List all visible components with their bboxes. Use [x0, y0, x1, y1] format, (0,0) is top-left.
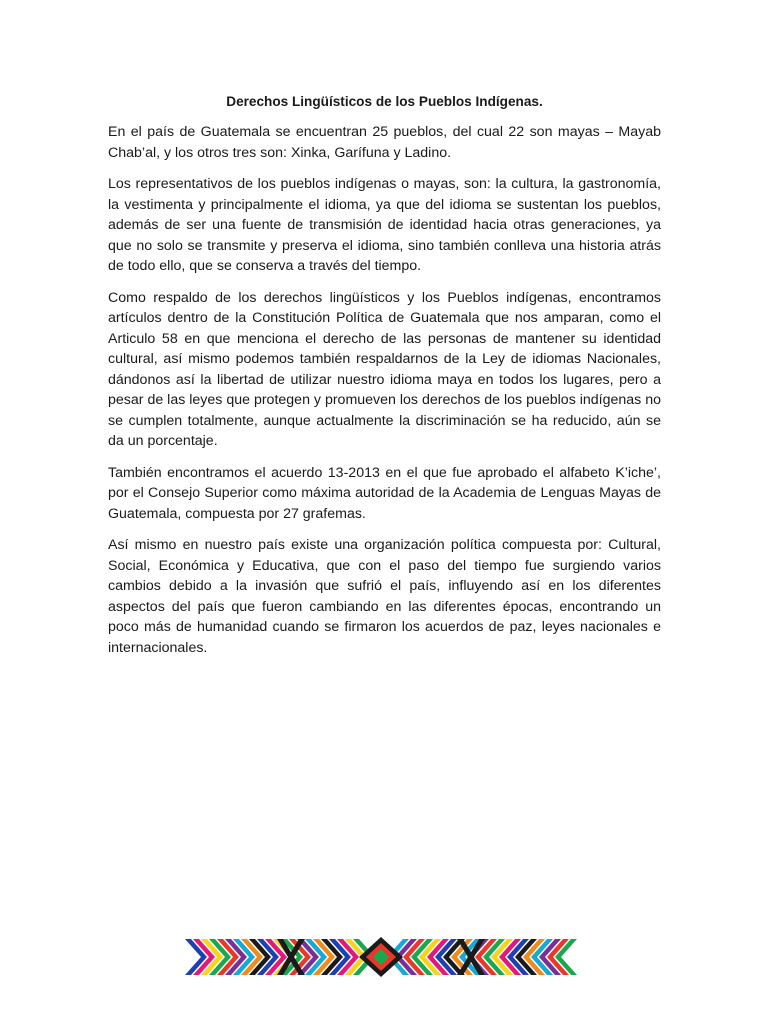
paragraph-5: Así mismo en nuestro país existe una organización política compuesta por: Cultural, Social, Económica y Educativa, que con el paso del tiempo fue surgiendo varios cambios debido a la invasión que sufrió el país, influyendo así en los diferentes aspectos del país que fueron cambiando en las diferentes épocas, encontrando un poco más de humanidad cuando se firmaron los acuerdos de paz, leyes nacionales e internacionales.	[108, 537, 661, 656]
paragraph-4: También encontramos el acuerdo 13-2013 en el que fue aprobado el alfabeto K’iche’, por el Consejo Superior como máxima autoridad de la Academia de Lenguas Mayas de Guatemala, compuesta por 27 grafemas.	[108, 464, 661, 522]
document-page	[108, 92, 661, 669]
woven-textile-band-icon	[183, 937, 579, 977]
document-title: Derechos Lingüísticos de los Pueblos Indígenas.	[226, 94, 543, 109]
paragraph-2: Los representativos de los pueblos indígenas o mayas, son: la cultura, la gastronomía, la vestimenta y principalmente el idioma, ya que del idioma se sustentan los pueblos, además de ser una fuente de transmisión de identidad hacia otras generaciones, ya que no solo se transmite y preserva el idioma, sino también conlleva una historia atrás de todo ello, que se conserva a través del tiempo.	[108, 176, 661, 274]
paragraph-3: Como respaldo de los derechos lingüísticos y los Pueblos indígenas, encontramos artículos dentro de la Constitución Política de Guatemala que nos amparan, como el Articulo 58 en que menciona el derecho de las personas de mantener su identidad cultural, así mismo podemos también respaldarnos de la Ley de idiomas Nacionales, dándonos así la libertad de utilizar nuestro idioma maya en todos los lugares, pero a pesar de las leyes que protegen y promueven los derechos de los pueblos indígenas no se cumplen totalmente, aunque actualmente la discriminación se ha reducido, aún se da un porcentaje.	[108, 289, 661, 449]
paragraph-1: En el país de Guatemala se encuentran 25 pueblos, del cual 22 son mayas – Mayab Chab’al, y los otros tres son: Xinka, Garífuna y Ladino.	[108, 124, 661, 161]
